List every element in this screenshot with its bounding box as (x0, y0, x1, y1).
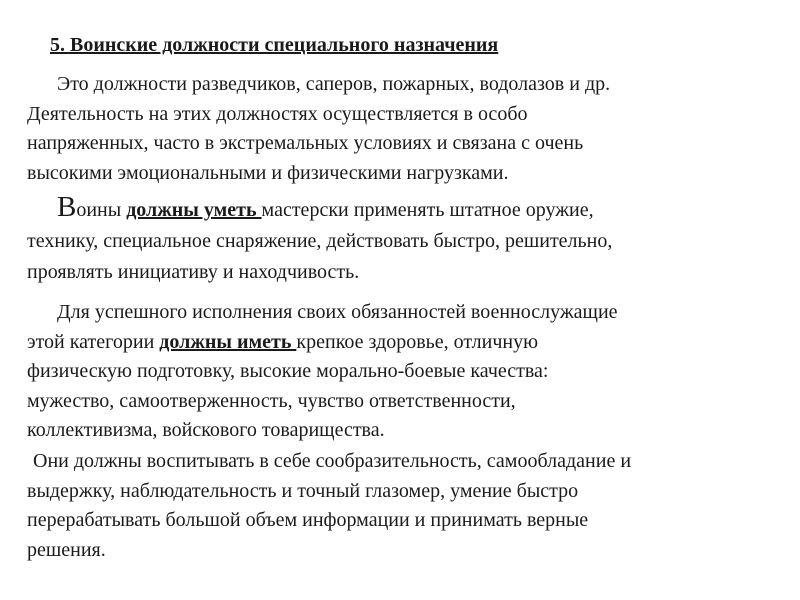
text-line: перерабатывать большой объем информации и принимать верные (27, 509, 589, 531)
text-line: Это должности разведчиков, саперов, пожарных, водолазов и др. (57, 73, 611, 95)
text-line: высокими эмоциональными и физическими нагрузками. (27, 161, 509, 184)
text-line: напряженных, часто в экстремальных условиях и связана с очень (27, 132, 584, 154)
text-fragment: мастерски применять штатное оружие, (261, 199, 594, 221)
text-line: коллективизма, войскового товарищества. (27, 419, 385, 441)
paragraph-skills (27, 192, 772, 288)
section-heading: 5. Воинские должности специального назначения (50, 34, 499, 56)
text-line: выдержку, наблюдательность и точный глазомер, умение быстро (27, 479, 579, 502)
emphasis-must-have: должны иметь (159, 330, 297, 353)
text-line: физическую подготовку, высокие морально-боевые качества: (27, 360, 549, 382)
text-line: решения. (27, 538, 106, 561)
text-line: Они должны воспитывать в себе сообразительность, самообладание и (33, 450, 632, 472)
emphasis-must-be-able: должны уметь (126, 199, 262, 221)
text-line: Деятельность на этих должностях осуществляется в особо (27, 102, 528, 125)
text-fragment: крепкое здоровье, отличную (296, 330, 539, 353)
drop-initial: В (57, 191, 77, 223)
text-line (27, 192, 772, 226)
text-line: проявлять инициативу и находчивость. (27, 261, 360, 283)
paragraph-requirements (27, 298, 772, 446)
text-fragment: оины (76, 199, 127, 221)
paragraph-positions-description (27, 70, 772, 188)
text-line: технику, специальное снаряжение, действовать быстро, решительно, (27, 230, 613, 252)
text-line (27, 328, 772, 358)
paragraph-qualities (27, 447, 772, 565)
text-line: мужество, самоотверженность, чувство ответственности, (27, 389, 516, 412)
text-line: Для успешного исполнения своих обязанностей военнослужащие (57, 301, 618, 323)
text-fragment: этой категории (27, 330, 160, 353)
